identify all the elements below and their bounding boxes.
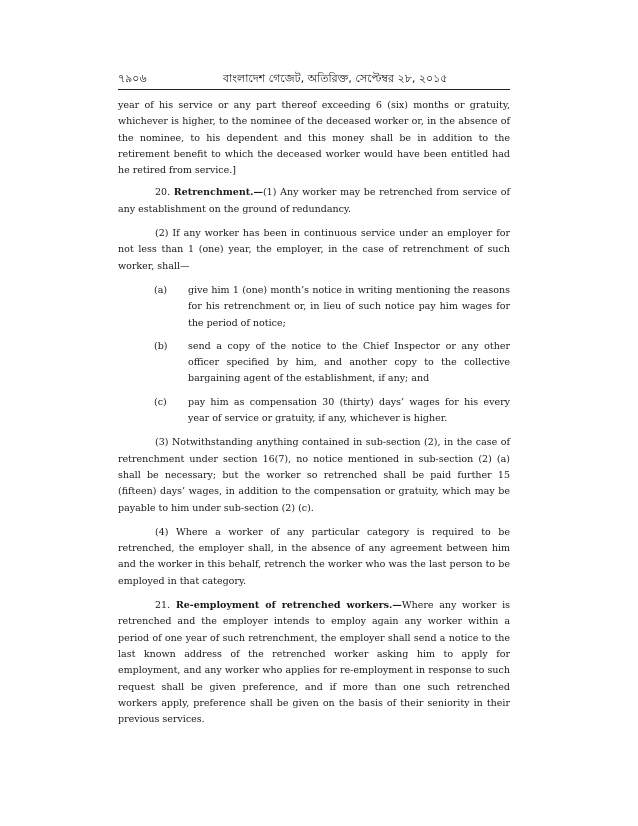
section-21-number: 21. [155,600,171,612]
section-21-heading: Re-employment of retrenched workers.— [175,600,402,612]
page-number: ৭৯০৬ [118,72,147,85]
clause-label: (b) [154,340,168,352]
section-20-sub-4: (4) Where a worker of any particular category is required to be retrenched, the employer shall, in the absence of any agreement between him and the worker in this behalf, retrench the worker who was the last person to be employed in that category. [118,526,510,587]
section-20-clauses [118,283,510,427]
clause-b [154,339,510,388]
clause-a [154,283,510,332]
document-body [118,98,510,736]
clause-label: (c) [154,396,167,408]
section-21 [118,598,510,728]
gazette-title: বাংলাদেশ গেজেট, অতিরিক্ত, সেপ্টেম্বর ২৮, ২০১৫ [223,72,448,85]
section-20-sub-2: (2) If any worker has been in continuous service under an employer for not less than 1 (one) year, the employer, in the case of retrenchment of such worker, shall— [118,228,510,272]
header-rule [118,89,510,90]
section-20-sub-1-text: (1) Any worker may be retrenched from service of any establishment on the ground of redundancy. [118,187,510,215]
section-20-heading: Retrenchment.— [173,187,263,199]
section-20-sub-3: (3) Notwithstanding anything contained in sub-section (2), in the case of retrenchment under section 16(7), no notice mentioned in sub-section (2) (a) shall be necessary; but the worker so retrenched shall be paid further 15 (fifteen) days’ wages, in addition to the compensation or gratuity, which may be payable to him under sub-section (2) (c). [118,437,510,514]
gazette-page [118,70,510,726]
continuation-paragraph: year of his service or any part thereof exceeding 6 (six) months or gratuity, whichever is higher, to the nominee of the deceased worker or, in the absence of the nominee, to his dependent and this money shall be in addition to the retirement benefit to which the deceased worker would have been entitled had he retired from service.] [118,100,510,177]
section-20-sub-1 [118,185,510,218]
section-20-number: 20. [155,187,171,199]
section-21-text: Where any worker is retrenched and the employer intends to employ again any worker within a period of one year of such retrenchment, the employer shall send a notice to the last known address of the retrenched worker asking him to apply for employment, and any worker who applies for re-employment in response to such request shall be given preference, and if more than one such retrenched workers apply, preference shall be given on the basis of their seniority in their previous services. [118,600,510,726]
clause-text: pay him as compensation 30 (thirty) days’ wages for his every year of service or gratuity, if any, whichever is higher. [188,396,510,425]
clause-text: send a copy of the notice to the Chief Inspector or any other officer specified by him, and another copy to the collective bargaining agent of the establishment, if any; and [188,340,510,385]
page-header [118,70,510,88]
clause-text: give him 1 (one) month’s notice in writing mentioning the reasons for his retrenchment or, in lieu of such notice pay him wages for the period of notice; [188,284,510,329]
clause-label: (a) [154,284,168,296]
clause-c [154,395,510,428]
